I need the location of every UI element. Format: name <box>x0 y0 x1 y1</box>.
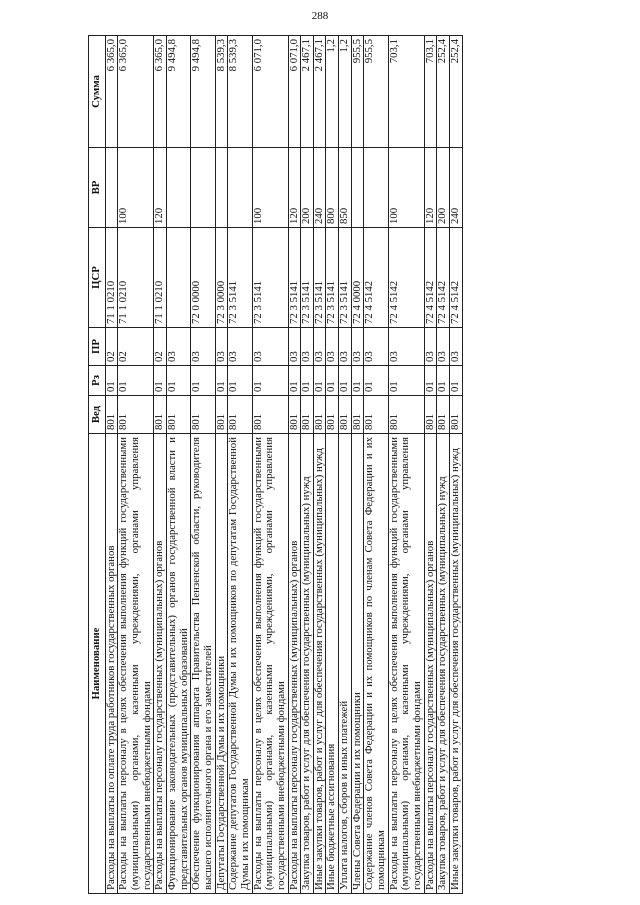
table-row <box>301 36 314 894</box>
cell-pr: 03 <box>351 328 364 366</box>
table-row <box>326 36 339 894</box>
table-row <box>388 36 424 894</box>
cell-sum: 6 365,0 <box>105 36 118 148</box>
cell-vr: 200 <box>437 148 450 228</box>
cell-sum: 252,4 <box>437 36 450 148</box>
table-row <box>215 36 228 894</box>
cell-rz: 01 <box>166 366 190 396</box>
table-row <box>252 36 288 894</box>
cell-ved: 801 <box>118 396 154 434</box>
cell-ved: 801 <box>388 396 424 434</box>
table-row <box>118 36 154 894</box>
cell-pr: 03 <box>301 328 314 366</box>
cell-pr: 03 <box>228 328 252 366</box>
cell-rz: 01 <box>313 366 326 396</box>
cell-sum: 955,5 <box>351 36 364 148</box>
header-vr: ВР <box>89 148 106 228</box>
cell-csr: 71 1 0210 <box>118 228 154 328</box>
cell-pr: 03 <box>288 328 301 366</box>
table-row <box>288 36 301 894</box>
cell-ved: 801 <box>252 396 288 434</box>
cell-pr: 03 <box>313 328 326 366</box>
table-header-row <box>89 36 106 894</box>
cell-vr: 120 <box>288 148 301 228</box>
cell-rz: 01 <box>326 366 339 396</box>
cell-rz: 01 <box>339 366 352 396</box>
cell-ved: 801 <box>437 396 450 434</box>
cell-sum: 8 539,3 <box>215 36 228 148</box>
cell-sum: 1,2 <box>326 36 339 148</box>
cell-sum: 6 071,0 <box>252 36 288 148</box>
table-body <box>105 36 462 894</box>
cell-csr: 72 4 0000 <box>351 228 364 328</box>
cell-name: Функционирование законодательных (представительных) органов государственной власти и представительных органов муниципальных образований <box>166 434 190 894</box>
cell-rz: 01 <box>252 366 288 396</box>
budget-table <box>88 35 463 894</box>
cell-pr: 03 <box>437 328 450 366</box>
cell-rz: 01 <box>191 366 215 396</box>
cell-csr: 72 4 5142 <box>424 228 437 328</box>
header-csr: ЦСР <box>89 228 106 328</box>
cell-vr: 120 <box>424 148 437 228</box>
cell-sum: 6 365,0 <box>118 36 154 148</box>
cell-vr: 240 <box>450 148 463 228</box>
cell-name: Иные закупки товаров, работ и услуг для обеспечения государственных (муниципальных) нужд <box>450 434 463 894</box>
header-ved: Вед <box>89 396 106 434</box>
cell-name: Расходы на выплаты персоналу в целях обеспечения выполнения функций государственными (муниципальными) органами, казенными учреждениями, органами управления государственными внебюджетными фондами <box>118 434 154 894</box>
cell-vr: 240 <box>313 148 326 228</box>
cell-pr: 03 <box>450 328 463 366</box>
cell-csr: 72 0 0000 <box>191 228 215 328</box>
cell-csr: 72 4 5142 <box>450 228 463 328</box>
cell-vr <box>166 148 190 228</box>
cell-name: Содержание депутатов Государственной Думы и их помощников по депутатам Государственной Думы и их помощникам <box>228 434 252 894</box>
cell-vr: 850 <box>339 148 352 228</box>
cell-csr: 72 4 5142 <box>364 228 388 328</box>
cell-csr: 72 3 5141 <box>288 228 301 328</box>
table-row <box>351 36 364 894</box>
header-sum: Сумма <box>89 36 106 148</box>
cell-csr: 72 3 0000 <box>215 228 228 328</box>
cell-pr: 03 <box>364 328 388 366</box>
cell-rz: 01 <box>364 366 388 396</box>
cell-name: Уплата налогов, сборов и иных платежей <box>339 434 352 894</box>
cell-csr: 72 3 5141 <box>301 228 314 328</box>
table-row <box>364 36 388 894</box>
cell-ved: 801 <box>154 396 167 434</box>
cell-csr: 72 3 5141 <box>228 228 252 328</box>
cell-sum: 703,1 <box>424 36 437 148</box>
cell-vr: 100 <box>252 148 288 228</box>
cell-ved: 801 <box>215 396 228 434</box>
cell-sum: 2 467,1 <box>313 36 326 148</box>
cell-ved: 801 <box>166 396 190 434</box>
cell-rz: 01 <box>351 366 364 396</box>
header-name: Наименование <box>89 434 106 894</box>
table-row <box>424 36 437 894</box>
cell-sum: 9 494,8 <box>191 36 215 148</box>
cell-rz: 01 <box>105 366 118 396</box>
cell-rz: 01 <box>301 366 314 396</box>
cell-name: Закупка товаров, работ и услуг для обеспечения государственных (муниципальных) нужд <box>301 434 314 894</box>
cell-pr: 02 <box>105 328 118 366</box>
page-number: 288 <box>311 10 329 22</box>
cell-sum: 252,4 <box>450 36 463 148</box>
cell-sum: 6 071,0 <box>288 36 301 148</box>
cell-pr: 03 <box>215 328 228 366</box>
cell-vr <box>215 148 228 228</box>
cell-csr: 72 4 5142 <box>388 228 424 328</box>
cell-csr: 71 1 0210 <box>154 228 167 328</box>
table-row <box>313 36 326 894</box>
cell-ved: 801 <box>105 396 118 434</box>
cell-ved: 801 <box>339 396 352 434</box>
cell-sum: 703,1 <box>388 36 424 148</box>
cell-csr: 72 3 5141 <box>326 228 339 328</box>
cell-sum: 955,5 <box>364 36 388 148</box>
cell-csr: 72 3 5141 <box>313 228 326 328</box>
cell-name: Расходы на выплаты персоналу государственных (муниципальных) органов <box>424 434 437 894</box>
cell-name: Иные бюджетные ассигнования <box>326 434 339 894</box>
cell-vr <box>364 148 388 228</box>
cell-vr <box>228 148 252 228</box>
cell-name: Расходы на выплаты персоналу государственных (муниципальных) органов <box>288 434 301 894</box>
cell-ved: 801 <box>450 396 463 434</box>
cell-name: Содержание членов Совета Федерации и их помощников по членам Совета Федерации и их помощникам <box>364 434 388 894</box>
cell-vr: 100 <box>118 148 154 228</box>
cell-rz: 01 <box>154 366 167 396</box>
table-row <box>154 36 167 894</box>
cell-name: Обеспечение функционирования аппарата Правительства Пензенской области, руководителя высшего исполнительного органа и его заместителей <box>191 434 215 894</box>
table-row <box>339 36 352 894</box>
cell-rz: 01 <box>288 366 301 396</box>
cell-rz: 01 <box>118 366 154 396</box>
cell-vr: 200 <box>301 148 314 228</box>
cell-ved: 801 <box>326 396 339 434</box>
cell-vr <box>105 148 118 228</box>
cell-pr: 03 <box>388 328 424 366</box>
cell-pr: 03 <box>339 328 352 366</box>
cell-pr: 02 <box>118 328 154 366</box>
cell-name: Иные закупки товаров, работ и услуг для обеспечения государственных (муниципальных) нужд <box>313 434 326 894</box>
cell-ved: 801 <box>351 396 364 434</box>
cell-rz: 01 <box>437 366 450 396</box>
cell-vr: 100 <box>388 148 424 228</box>
rotated-table-container <box>88 36 544 894</box>
cell-sum: 9 494,8 <box>166 36 190 148</box>
cell-name: Расходы на выплаты персоналу государственных (муниципальных) органов <box>154 434 167 894</box>
cell-name: Расходы на выплаты по оплате труда работников государственных органов <box>105 434 118 894</box>
cell-name: Расходы на выплаты персоналу в целях обеспечения выполнения функций государственными (муниципальными) органами, казенными учреждениями, органами управления государственными внебюджетными фондами <box>252 434 288 894</box>
table-row <box>450 36 463 894</box>
cell-name: Депутаты Государственной Думы и их помощники <box>215 434 228 894</box>
cell-pr: 03 <box>166 328 190 366</box>
cell-name: Закупка товаров, работ и услуг для обеспечения государственных (муниципальных) нужд <box>437 434 450 894</box>
cell-vr: 800 <box>326 148 339 228</box>
cell-ved: 801 <box>288 396 301 434</box>
cell-csr: 72 3 5141 <box>339 228 352 328</box>
cell-ved: 801 <box>313 396 326 434</box>
cell-rz: 01 <box>215 366 228 396</box>
cell-vr <box>351 148 364 228</box>
cell-pr: 03 <box>326 328 339 366</box>
cell-csr: 72 3 5141 <box>252 228 288 328</box>
table-row <box>228 36 252 894</box>
cell-ved: 801 <box>364 396 388 434</box>
cell-ved: 801 <box>301 396 314 434</box>
cell-ved: 801 <box>191 396 215 434</box>
cell-ved: 801 <box>228 396 252 434</box>
table-row <box>437 36 450 894</box>
cell-name: Члены Совета Федерации и их помощники <box>351 434 364 894</box>
cell-ved: 801 <box>424 396 437 434</box>
cell-rz: 01 <box>450 366 463 396</box>
cell-name: Расходы на выплаты персоналу в целях обеспечения выполнения функций государственными (муниципальными) органами, казенными учреждениями, органами управления государственными внебюджетными фондами <box>388 434 424 894</box>
header-rz: Рз <box>89 366 106 396</box>
cell-pr: 03 <box>252 328 288 366</box>
cell-pr: 02 <box>154 328 167 366</box>
cell-csr: 72 4 5142 <box>437 228 450 328</box>
cell-rz: 01 <box>228 366 252 396</box>
cell-sum: 1,2 <box>339 36 352 148</box>
table-row <box>166 36 190 894</box>
table-row <box>105 36 118 894</box>
cell-pr: 03 <box>424 328 437 366</box>
cell-vr <box>191 148 215 228</box>
cell-vr: 120 <box>154 148 167 228</box>
cell-sum: 2 467,1 <box>301 36 314 148</box>
cell-csr <box>166 228 190 328</box>
cell-rz: 01 <box>424 366 437 396</box>
header-pr: ПР <box>89 328 106 366</box>
cell-sum: 6 365,0 <box>154 36 167 148</box>
cell-pr: 03 <box>191 328 215 366</box>
cell-csr: 71 1 0210 <box>105 228 118 328</box>
table-row <box>191 36 215 894</box>
cell-sum: 8 539,3 <box>228 36 252 148</box>
cell-rz: 01 <box>388 366 424 396</box>
